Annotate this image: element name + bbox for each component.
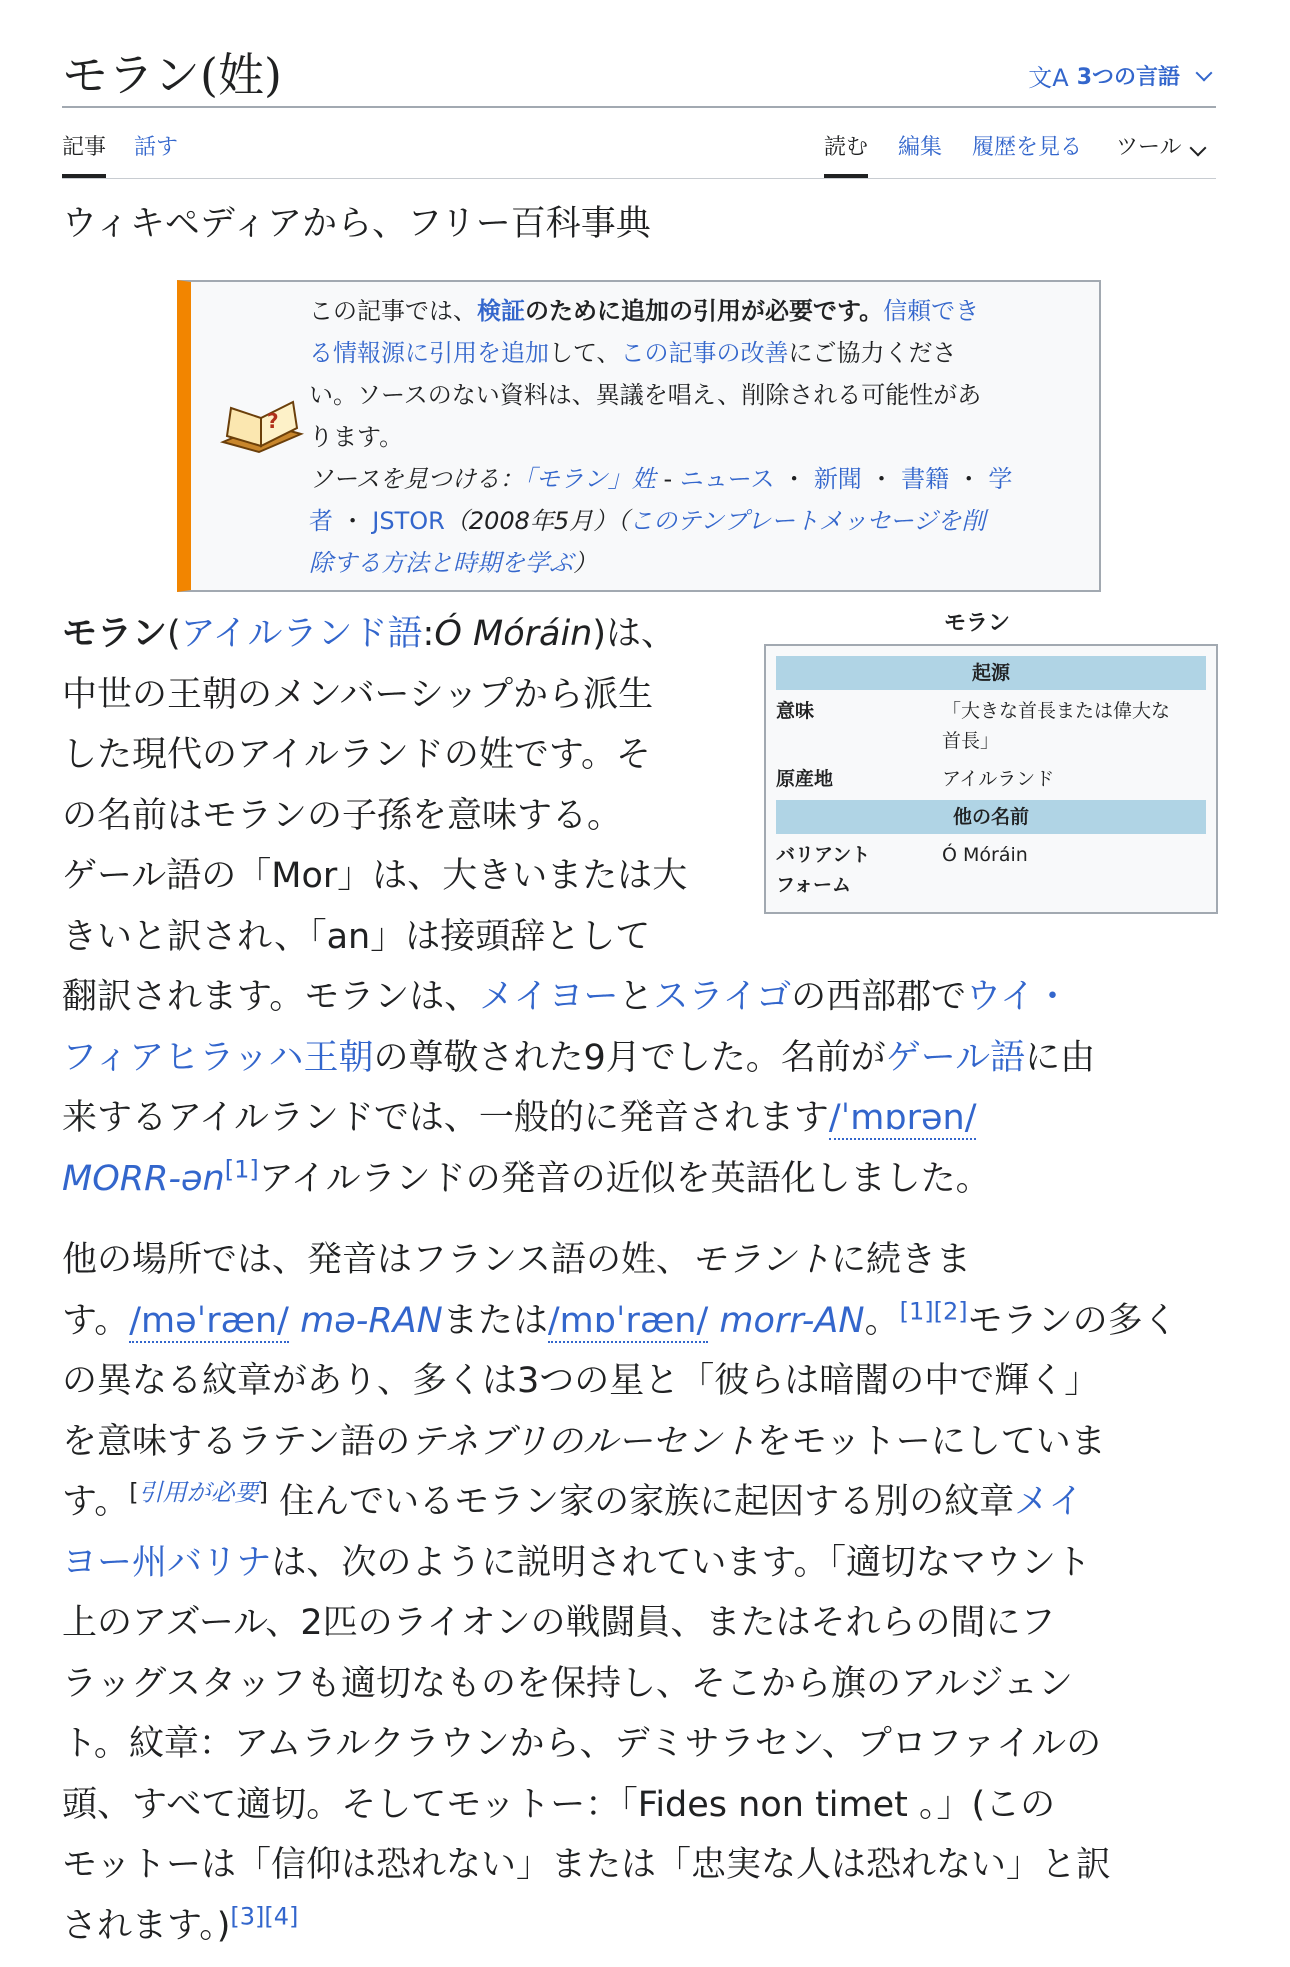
chevron-down-icon [1196, 64, 1213, 81]
page-title: モラン(姓) [62, 48, 282, 102]
text-line: ゲール語の「Mor」は、大きいまたは大 [62, 856, 688, 896]
lead-paragraph [62, 604, 1216, 1209]
text-segment: す。 [62, 1482, 130, 1522]
books-link[interactable]: 書籍 [901, 465, 950, 493]
ambox-bold-segment: のために追加の引用が必要です。 [525, 297, 884, 325]
infobox-label-line: フォーム [776, 874, 852, 896]
scholar-link[interactable]: 学 [988, 465, 1013, 493]
language-button[interactable] [1028, 58, 1216, 93]
respelling-link[interactable]: morr-AN [708, 1300, 865, 1341]
text-line: 上のアズール、2匹のライオンの戦闘員、またはそれらの間にフ [62, 1603, 1056, 1643]
jstor-link[interactable]: JSTOR [372, 507, 445, 535]
ballina-link[interactable]: メイ [1014, 1482, 1084, 1522]
tab-talk[interactable]: 話す [134, 135, 179, 160]
learn-remove-template-link-cont[interactable]: 除する方法と時期を学ぶ [309, 549, 573, 577]
reference-links[interactable]: [3][4] [230, 1901, 299, 1930]
text-segment: )は、 [592, 614, 677, 654]
bracket: ] [258, 1478, 268, 1507]
subject-name: モラン [62, 614, 168, 654]
tools-label: ツール [1116, 135, 1182, 160]
text-line: した現代のアイルランドの姓です。そ [62, 735, 652, 775]
tab-read[interactable]: 読む [824, 128, 868, 178]
separator: - [655, 465, 680, 493]
text-segment: に由 [1025, 1037, 1096, 1078]
text-segment: ( [167, 614, 181, 654]
text-segment: は、次のように説明されています。「適切なマウント [271, 1542, 1092, 1583]
text-segment: の西部郡で [791, 977, 967, 1017]
separator: ・ [949, 465, 989, 493]
site-subtitle: ウィキペディアから、フリー百科事典 [62, 204, 651, 244]
text-segment: アイルランドの発音の近似を英語化しました。 [258, 1158, 991, 1199]
irish-language-link[interactable]: アイルランド語 [180, 614, 423, 654]
text-line: 中世の王朝のメンバーシップから派生 [62, 674, 654, 715]
ipa-pronunciation-link[interactable]: /məˈræn/ [129, 1300, 289, 1341]
text-segment: と [618, 977, 654, 1017]
ipa-pronunciation-link[interactable]: /mɒˈræn/ [547, 1300, 709, 1341]
translate-icon: 文A [1028, 64, 1069, 92]
bracket: [ [129, 1478, 139, 1507]
separator: ・ [774, 465, 814, 493]
ipa-pronunciation-link[interactable]: /ˈmɒrən/ [828, 1098, 977, 1138]
infobox-value: アイルランド [942, 768, 1055, 790]
text-segment: 他の場所では、発音はフランス語の姓、 [62, 1240, 691, 1280]
infobox-header-other-names: 他の名前 [776, 800, 1206, 834]
text-line: の異なる紋章があり、多くは3つの星と「彼らは暗闇の中で輝く」 [62, 1361, 1100, 1401]
infobox-label: 原産地 [776, 768, 834, 790]
newspapers-link[interactable]: 新聞 [813, 465, 862, 493]
ui-fiachrach-link-cont[interactable]: フィアヒラッハ王朝 [62, 1037, 374, 1078]
text-line: の名前はモランの子孫を意味する。 [62, 795, 623, 836]
text-segment: の尊敬された9月でした。名前が [373, 1037, 886, 1078]
ambox-text-line: ります。 [309, 423, 404, 451]
citation-needed-box [177, 280, 1101, 592]
ambox-text-segment: にご協力くださ [788, 339, 957, 367]
language-label: 3つの言語 [1076, 65, 1180, 90]
text-segment: : [422, 614, 435, 654]
text-segment: をモットーにしていま [756, 1421, 1106, 1462]
text-segment: 住んでいるモラン家の家族に起因する別の紋章 [267, 1482, 1015, 1522]
ambox-text-segment: して、 [549, 339, 621, 367]
chevron-down-icon [1189, 140, 1206, 157]
paren: （ [617, 507, 630, 535]
text-segment: されます。) [62, 1905, 231, 1946]
reliable-sources-link[interactable]: 信頼でき [883, 297, 980, 325]
text-line: 頭、すべて適切。そしてモットー：「Fides non timet 。」(この [62, 1784, 1056, 1825]
infobox-label: 意味 [776, 700, 815, 722]
verify-link[interactable]: 検証 [477, 297, 525, 325]
ambox-text [309, 290, 1059, 584]
respelling-link[interactable]: MORR-ən [62, 1158, 225, 1199]
reference-1-link[interactable]: [1] [224, 1154, 259, 1183]
book-question-icon [219, 400, 305, 470]
ambox-text-line: い。ソースのない資料は、異議を唱え、削除される可能性があ [309, 381, 982, 409]
gaelic-language-link[interactable]: ゲール語 [885, 1037, 1026, 1078]
tabs-bar [62, 128, 1216, 179]
find-sources-label: ソースを見つける： [309, 465, 524, 493]
tab-history[interactable]: 履歴を見る [972, 135, 1083, 160]
text-segment: または [442, 1300, 548, 1341]
respelling-link[interactable]: mə-RAN [288, 1300, 443, 1341]
tools-menu[interactable] [1116, 128, 1210, 168]
title-row [62, 44, 1216, 108]
separator: ・ [861, 465, 902, 493]
scholar-link-cont[interactable]: 者 [309, 507, 333, 535]
irish-name: Ó Móráin [434, 614, 593, 654]
separator: ・ [333, 507, 373, 535]
sligo-link[interactable]: スライゴ [653, 977, 792, 1017]
find-sources-surname-link[interactable]: 「モラン」姓 [523, 465, 656, 493]
text-line: ト。紋章：アムラルクラウンから、デミサラセン、プロファイルの [62, 1724, 1102, 1764]
text-line: モットーは「信仰は恐れない」または「忠実な人は恐れない」と訳 [62, 1845, 1111, 1885]
text-segment: す。 [62, 1300, 130, 1341]
infobox-value: Ó Móráin [942, 844, 1028, 866]
infobox-label-line: バリアント [776, 844, 871, 866]
svg-text:?: ? [267, 409, 279, 433]
infobox-caption: モラン [943, 611, 1010, 636]
news-link[interactable]: ニュース [679, 465, 775, 493]
reference-links[interactable]: [1][2] [899, 1296, 968, 1325]
mayo-link[interactable]: メイヨー [479, 977, 619, 1017]
text-line: ラッグスタッフも適切なものを保持し、そこから旗のアルジェン [62, 1663, 1073, 1704]
learn-remove-template-link[interactable]: このテンプレートメッセージを削 [629, 507, 986, 535]
text-line: きいと訳され、「an」は接頭辞として [62, 916, 651, 957]
infobox-value-line: 「大きな首長または偉大な [942, 700, 1171, 722]
second-paragraph [62, 1230, 1216, 1956]
ui-fiachrach-link[interactable]: ウイ・ [966, 977, 1071, 1017]
ballina-link-cont[interactable]: ヨー州バリナ [62, 1542, 272, 1583]
tab-edit[interactable]: 編集 [898, 135, 943, 160]
latin-motto: テネブリのルーセント [410, 1421, 757, 1462]
text-segment: 来するアイルランドでは、一般的に発音されます [62, 1098, 829, 1138]
reliable-sources-link-cont[interactable]: る情報源に引用を追加 [309, 339, 549, 367]
text-segment: モランの多く [967, 1300, 1178, 1341]
text-segment: 翻訳されます。モランは、 [62, 977, 480, 1017]
tab-article[interactable]: 記事 [62, 128, 106, 178]
citation-needed-link[interactable]: 引用が必要 [138, 1478, 259, 1507]
infobox-value-line: 首長」 [942, 730, 1000, 752]
text-segment: に続きま [830, 1240, 971, 1280]
text-segment: を意味するラテン語の [62, 1421, 411, 1462]
infobox-header-origin: 起源 [776, 656, 1206, 690]
text-segment: 。 [864, 1300, 900, 1341]
date-stamp: （2008年5月） [444, 507, 618, 535]
morant-name: モラント [690, 1240, 831, 1280]
paren: ） [573, 549, 597, 577]
ambox-text-segment: この記事では、 [309, 297, 477, 325]
improve-article-link[interactable]: この記事の改善 [620, 339, 789, 367]
